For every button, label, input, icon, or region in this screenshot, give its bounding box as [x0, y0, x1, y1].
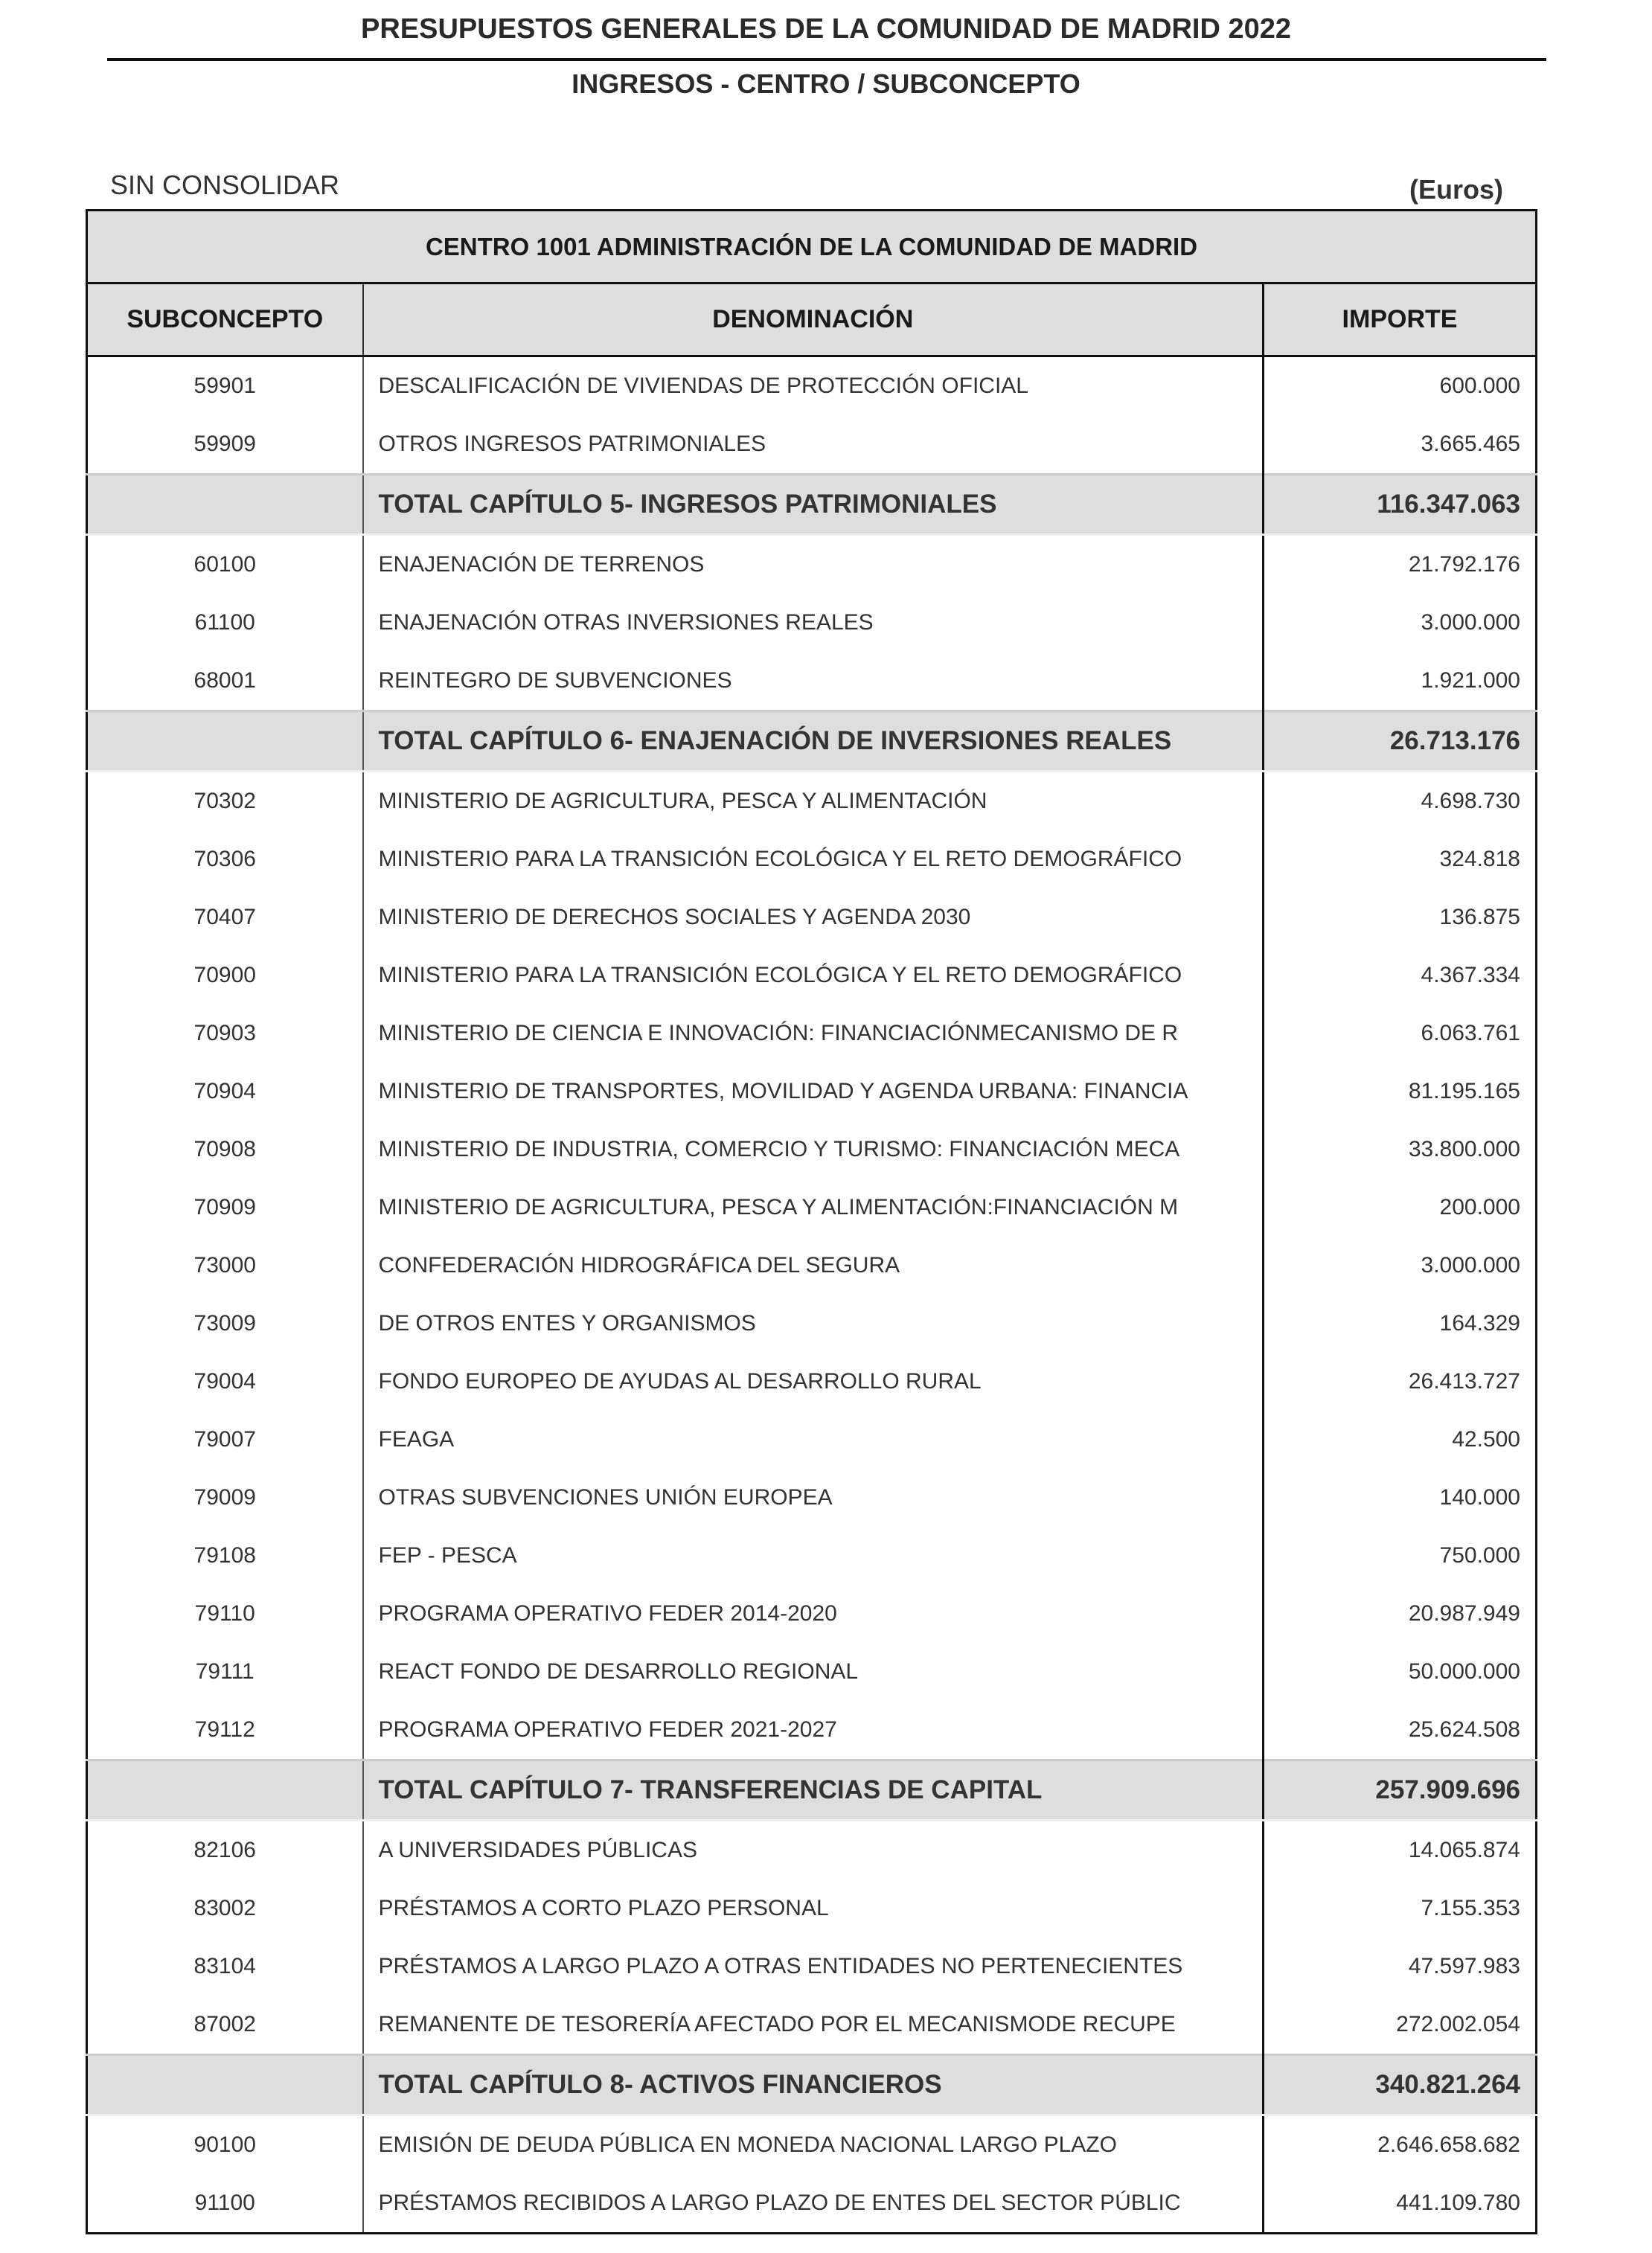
importe-cell: 200.000: [1439, 1195, 1520, 1220]
table-row: [87, 1701, 1537, 1760]
subconcepto-cell: 59901: [87, 356, 363, 416]
importe-cell: 26.713.176: [1264, 711, 1537, 772]
table-row: [87, 652, 1537, 711]
table-row: [87, 535, 1537, 595]
subconcepto-cell: 79004: [87, 1353, 363, 1411]
table-row: [87, 1121, 1537, 1179]
importe-cell: 6.063.761: [1421, 1021, 1520, 1045]
denominacion-cell: DE OTROS ENTES Y ORGANISMOS: [363, 1295, 1264, 1353]
denominacion-cell: FEAGA: [363, 1411, 1264, 1469]
importe-cell: 1.921.000: [1421, 668, 1520, 693]
subconcepto-cell: 83104: [87, 1938, 363, 1996]
subconcepto-cell: 79112: [87, 1701, 363, 1760]
denominacion-cell: MINISTERIO DE CIENCIA E INNOVACIÓN: FINANCIACIÓNMECANISMO DE R: [363, 1004, 1264, 1063]
denominacion-cell: OTRAS SUBVENCIONES UNIÓN EUROPEA: [363, 1469, 1264, 1527]
importe-cell: 21.792.176: [1408, 552, 1520, 577]
importe-cell: 164.329: [1439, 1311, 1520, 1336]
table-row: [87, 1527, 1537, 1585]
importe-cell: 116.347.063: [1264, 475, 1537, 535]
table-row: [87, 1004, 1537, 1063]
importe-cell: 20.987.949: [1408, 1601, 1520, 1626]
subconcepto-cell: 79110: [87, 1585, 363, 1643]
importe-cell: 136.875: [1439, 905, 1520, 929]
table-row: [87, 830, 1537, 888]
subconcepto-cell: [87, 2055, 363, 2115]
subconcepto-cell: 79007: [87, 1411, 363, 1469]
importe-cell: 50.000.000: [1408, 1659, 1520, 1684]
table-row: [87, 772, 1537, 831]
importe-cell: 3.665.465: [1421, 432, 1520, 456]
importe-cell: 25.624.508: [1408, 1717, 1520, 1742]
table-row: [87, 1585, 1537, 1643]
total-row: [87, 2055, 1537, 2115]
denominacion-cell: PRÉSTAMOS A CORTO PLAZO PERSONAL: [363, 1879, 1264, 1938]
denominacion-cell: ENAJENACIÓN OTRAS INVERSIONES REALES: [363, 594, 1264, 652]
subconcepto-cell: 60100: [87, 535, 363, 595]
importe-cell: 33.800.000: [1408, 1137, 1520, 1161]
denominacion-cell: EMISIÓN DE DEUDA PÚBLICA EN MONEDA NACIONAL LARGO PLAZO: [363, 2115, 1264, 2175]
total-row: [87, 711, 1537, 772]
subconcepto-cell: 73000: [87, 1237, 363, 1295]
subconcepto-cell: [87, 475, 363, 535]
subconcepto-cell: 70909: [87, 1179, 363, 1237]
table-row: [87, 1063, 1537, 1121]
subconcepto-cell: 70900: [87, 946, 363, 1004]
denominacion-cell: PROGRAMA OPERATIVO FEDER 2014-2020: [363, 1585, 1264, 1643]
table-row: [87, 1469, 1537, 1527]
importe-cell: 42.500: [1452, 1427, 1520, 1452]
subconcepto-cell: 70904: [87, 1063, 363, 1121]
subconcepto-cell: 90100: [87, 2115, 363, 2175]
document-subtitle: INGRESOS - CENTRO / SUBCONCEPTO: [572, 68, 1080, 99]
centro-row: [87, 211, 1537, 283]
importe-cell: 14.065.874: [1408, 1838, 1520, 1862]
column-header-denominacion: DENOMINACIÓN: [363, 283, 1264, 356]
subconcepto-cell: 59909: [87, 415, 363, 475]
column-header-importe: IMPORTE: [1264, 283, 1537, 356]
subconcepto-cell: 70908: [87, 1121, 363, 1179]
denominacion-cell: TOTAL CAPÍTULO 7- TRANSFERENCIAS DE CAPITAL: [363, 1760, 1264, 1821]
denominacion-cell: MINISTERIO PARA LA TRANSICIÓN ECOLÓGICA Y EL RETO DEMOGRÁFICO: [363, 946, 1264, 1004]
denominacion-cell: MINISTERIO DE AGRICULTURA, PESCA Y ALIMENTACIÓN: [363, 772, 1264, 831]
importe-cell: 3.000.000: [1421, 1253, 1520, 1278]
importe-cell: 4.367.334: [1421, 963, 1520, 987]
budget-table: [86, 209, 1537, 2234]
subconcepto-cell: 73009: [87, 1295, 363, 1353]
denominacion-cell: MINISTERIO DE DERECHOS SOCIALES Y AGENDA 2030: [363, 888, 1264, 946]
subconcepto-cell: 70302: [87, 772, 363, 831]
denominacion-cell: DESCALIFICACIÓN DE VIVIENDAS DE PROTECCIÓN OFICIAL: [363, 356, 1264, 416]
importe-cell: 750.000: [1439, 1543, 1520, 1568]
denominacion-cell: MINISTERIO DE TRANSPORTES, MOVILIDAD Y AGENDA URBANA: FINANCIA: [363, 1063, 1264, 1121]
table-row: [87, 1938, 1537, 1996]
importe-cell: 272.002.054: [1396, 2012, 1520, 2036]
subconcepto-cell: 70903: [87, 1004, 363, 1063]
subconcepto-cell: 79111: [87, 1643, 363, 1701]
table-row: [87, 946, 1537, 1004]
table-row: [87, 1353, 1537, 1411]
table-row: [87, 1821, 1537, 1880]
title-divider: [107, 58, 1546, 61]
denominacion-cell: ENAJENACIÓN DE TERRENOS: [363, 535, 1264, 595]
table-row: [87, 356, 1537, 416]
subconcepto-cell: 82106: [87, 1821, 363, 1880]
subconcepto-cell: 68001: [87, 652, 363, 711]
table-row: [87, 1996, 1537, 2055]
table-row: [87, 1643, 1537, 1701]
denominacion-cell: FEP - PESCA: [363, 1527, 1264, 1585]
importe-cell: 340.821.264: [1264, 2055, 1537, 2115]
denominacion-cell: OTROS INGRESOS PATRIMONIALES: [363, 415, 1264, 475]
importe-cell: 81.195.165: [1408, 1079, 1520, 1103]
denominacion-cell: TOTAL CAPÍTULO 5- INGRESOS PATRIMONIALES: [363, 475, 1264, 535]
column-header-row: [87, 283, 1537, 356]
subconcepto-cell: [87, 1760, 363, 1821]
importe-cell: 2.646.658.682: [1377, 2132, 1520, 2157]
subconcepto-cell: 79009: [87, 1469, 363, 1527]
table-row: [87, 594, 1537, 652]
column-header-subconcepto: SUBCONCEPTO: [87, 283, 363, 356]
subconcepto-cell: 83002: [87, 1879, 363, 1938]
importe-cell: 324.818: [1439, 847, 1520, 871]
importe-cell: 600.000: [1439, 374, 1520, 398]
denominacion-cell: PRÉSTAMOS RECIBIDOS A LARGO PLAZO DE ENTES DEL SECTOR PÚBLIC: [363, 2174, 1264, 2234]
subconcepto-cell: [87, 711, 363, 772]
subconcepto-cell: 79108: [87, 1527, 363, 1585]
importe-cell: 257.909.696: [1264, 1760, 1537, 1821]
table-row: [87, 1295, 1537, 1353]
importe-cell: 4.698.730: [1421, 789, 1520, 813]
importe-cell: 26.413.727: [1408, 1369, 1520, 1394]
document-title: PRESUPUESTOS GENERALES DE LA COMUNIDAD DE MADRID 2022: [361, 13, 1291, 45]
total-row: [87, 1760, 1537, 1821]
denominacion-cell: REINTEGRO DE SUBVENCIONES: [363, 652, 1264, 711]
importe-cell: 7.155.353: [1421, 1896, 1520, 1920]
importe-cell: 441.109.780: [1396, 2190, 1520, 2215]
denominacion-cell: REACT FONDO DE DESARROLLO REGIONAL: [363, 1643, 1264, 1701]
denominacion-cell: FONDO EUROPEO DE AYUDAS AL DESARROLLO RURAL: [363, 1353, 1264, 1411]
denominacion-cell: TOTAL CAPÍTULO 8- ACTIVOS FINANCIEROS: [363, 2055, 1264, 2115]
table-row: [87, 2115, 1537, 2175]
total-row: [87, 475, 1537, 535]
denominacion-cell: MINISTERIO DE AGRICULTURA, PESCA Y ALIMENTACIÓN:FINANCIACIÓN M: [363, 1179, 1264, 1237]
table-row: [87, 2174, 1537, 2234]
subconcepto-cell: 70306: [87, 830, 363, 888]
denominacion-cell: PRÉSTAMOS A LARGO PLAZO A OTRAS ENTIDADES NO PERTENECIENTES: [363, 1938, 1264, 1996]
denominacion-cell: MINISTERIO DE INDUSTRIA, COMERCIO Y TURISMO: FINANCIACIÓN MECA: [363, 1121, 1264, 1179]
consolidation-label: SIN CONSOLIDAR: [110, 170, 340, 200]
denominacion-cell: TOTAL CAPÍTULO 6- ENAJENACIÓN DE INVERSIONES REALES: [363, 711, 1264, 772]
table-row: [87, 888, 1537, 946]
subconcepto-cell: 70407: [87, 888, 363, 946]
denominacion-cell: REMANENTE DE TESORERÍA AFECTADO POR EL MECANISMODE RECUPE: [363, 1996, 1264, 2055]
denominacion-cell: A UNIVERSIDADES PÚBLICAS: [363, 1821, 1264, 1880]
table-row: [87, 1879, 1537, 1938]
importe-cell: 47.597.983: [1408, 1954, 1520, 1978]
centro-heading: CENTRO 1001 ADMINISTRACIÓN DE LA COMUNIDAD DE MADRID: [87, 211, 1537, 283]
denominacion-cell: PROGRAMA OPERATIVO FEDER 2021-2027: [363, 1701, 1264, 1760]
table-row: [87, 1179, 1537, 1237]
subconcepto-cell: 91100: [87, 2174, 363, 2234]
denominacion-cell: CONFEDERACIÓN HIDROGRÁFICA DEL SEGURA: [363, 1237, 1264, 1295]
table-row: [87, 1411, 1537, 1469]
importe-cell: 140.000: [1439, 1485, 1520, 1510]
subconcepto-cell: 61100: [87, 594, 363, 652]
importe-cell: 3.000.000: [1421, 610, 1520, 635]
table-row: [87, 1237, 1537, 1295]
currency-label: (Euros): [1409, 174, 1503, 205]
table-row: [87, 415, 1537, 475]
denominacion-cell: MINISTERIO PARA LA TRANSICIÓN ECOLÓGICA Y EL RETO DEMOGRÁFICO: [363, 830, 1264, 888]
subconcepto-cell: 87002: [87, 1996, 363, 2055]
